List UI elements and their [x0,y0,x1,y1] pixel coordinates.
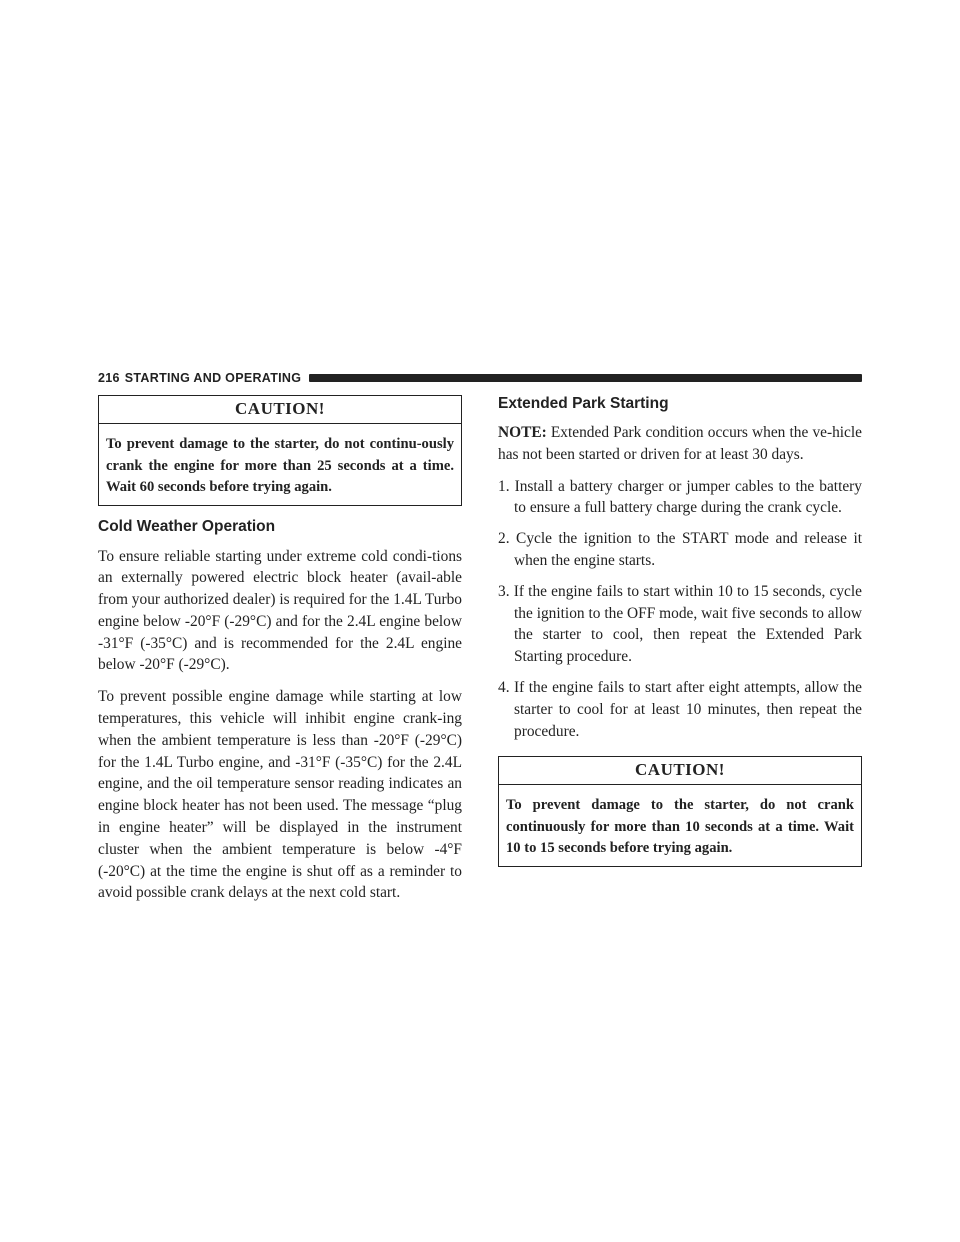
caution-title: CAUTION! [499,757,861,785]
section-title: STARTING AND OPERATING [124,371,302,385]
caution-box-starter-25s [98,395,462,506]
cold-weather-paragraph-1: To ensure reliable starting under extreme cold condi-tions an externally powered electric block heater (avail-able from your authorized dealer) is required for the 1.4L Turbo engine below -20°F (-29°C) and for the 2.4L engine below -31°F (-35°C) and is recommended for the 2.4L engine below -20°F (-29°C). [98,547,462,674]
cold-weather-heading: Cold Weather Operation [98,517,276,535]
right-column [498,395,862,867]
caution-text: To prevent damage to the starter, do not crank continuously for more than 10 seconds at a time. Wait 10 to 15 seconds before trying again. [506,797,854,857]
cold-weather-paragraph-2: To prevent possible engine damage while starting at low temperatures, this vehicle will inhibit engine crank-ing when the ambient temperature is less than -20°F (-29°C) for the 1.4L Turbo engine, and -31°F (-35°C) for the 2.4L engine, and the oil temperature sensor reading indicates an engine block heater has not been used. The message “plug in engine heater” will be displayed in the instrument cluster when the ambient temperature is below -4°F (-20°C) at the time the engine is shut off as a reminder to avoid possible crank delays at the next cold start. [98,688,462,902]
page-number: 216 [98,371,120,385]
caution-box-starter-10s [498,756,862,867]
header-rule [309,374,862,382]
procedure-steps [498,476,862,743]
note-text: Extended Park condition occurs when the ve-hicle has not been started or driven for at least 30 days. [498,424,862,463]
page-header [98,370,862,386]
left-column [98,395,462,904]
list-item: 4. If the engine fails to start after eight attempts, allow the starter to cool for at least 10 minutes, then repeat the procedure. [498,678,862,740]
extended-park-heading: Extended Park Starting [498,395,669,412]
caution-text: To prevent damage to the starter, do not continu-ously crank the engine for more than 25 seconds at a time. Wait 60 seconds before trying again. [106,436,454,495]
caution-title: CAUTION! [99,396,461,424]
list-item: 2. Cycle the ignition to the START mode and release it when the engine starts. [498,530,862,569]
list-item: 3. If the engine fails to start within 10 to 15 seconds, cycle the ignition to the OFF mode, wait five seconds to allow the starter to cool, then repeat the Extended Park Starting procedure. [498,582,862,666]
note-label: NOTE: [498,424,547,441]
note-paragraph [498,422,862,466]
list-item: 1. Install a battery charger or jumper cables to the battery to ensure a full battery charge during the crank cycle. [498,477,862,517]
